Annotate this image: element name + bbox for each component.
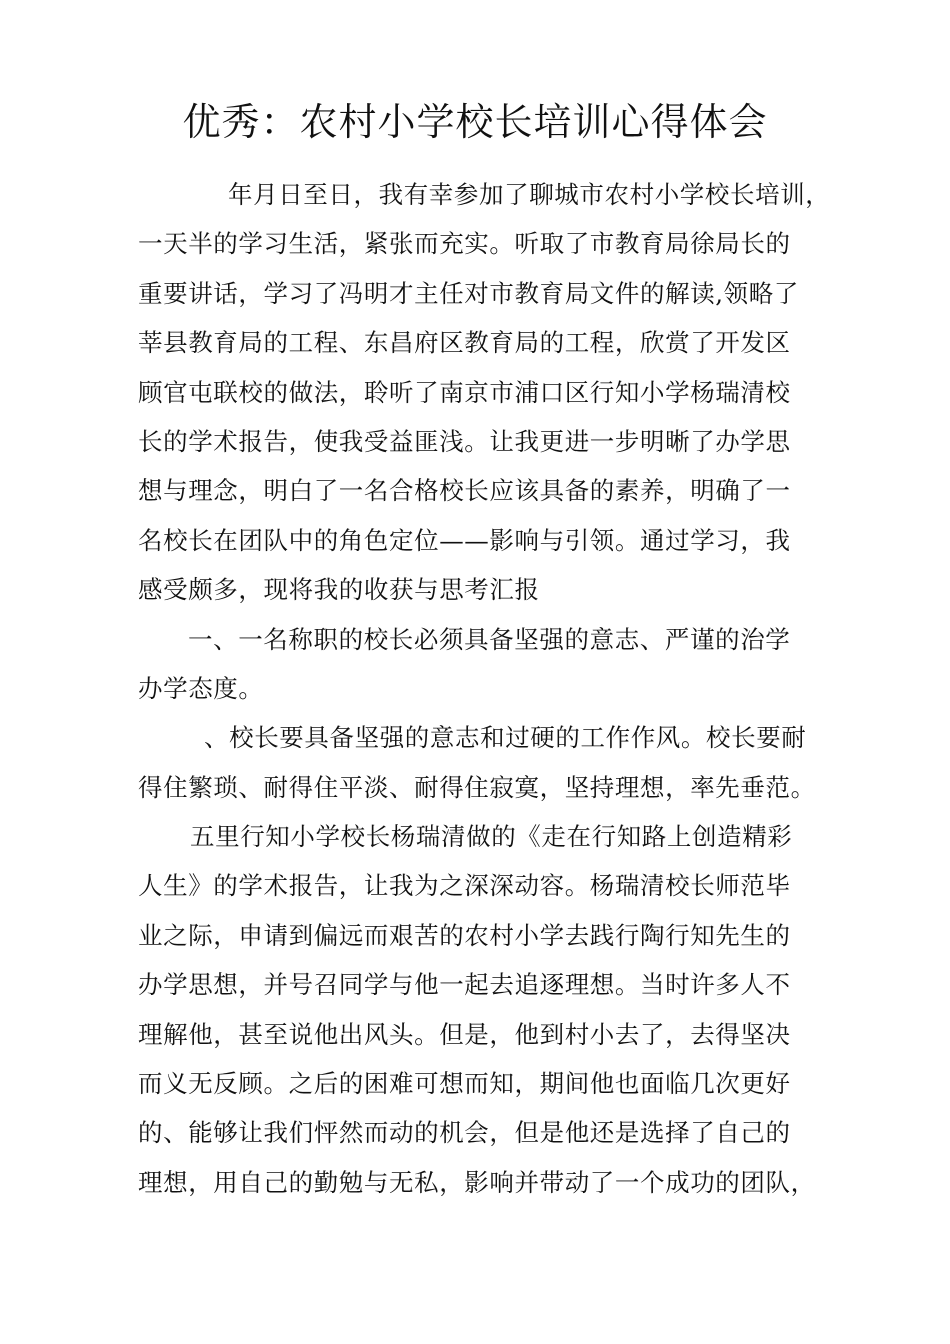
paragraph-point	[138, 713, 828, 812]
text-line: 五里行知小学校长杨瑞清做的《走在行知路上创造精彩	[190, 822, 793, 852]
text-line: 办学思想，并号召同学与他一起去追逐理想。当时许多人不	[138, 970, 791, 1000]
text-line: 业之际，申请到偏远而艰苦的农村小学去践行陶行知先生的	[138, 920, 791, 950]
text-line: 人生》的学术报告，让我为之深深动容。杨瑞清校长师范毕	[138, 871, 791, 901]
text-line: 、校长要具备坚强的意志和过硬的工作作风。校长要耐	[204, 723, 807, 753]
text-line: 得住繁琐、耐得住平淡、耐得住寂寞，坚持理想，率先垂范。	[138, 772, 816, 802]
document-title: 优秀：农村小学校长培训心得体会	[182, 100, 768, 144]
text-line: 办学态度。	[138, 673, 264, 703]
paragraph-story	[138, 812, 828, 1207]
text-line: 的、能够让我们怦然而动的机会，但是他还是选择了自己的	[138, 1118, 791, 1148]
text-line: 年月日至日，我有幸参加了聊城市农村小学校长培训，	[228, 180, 831, 209]
text-line: 而义无反顾。之后的困难可想而知，期间他也面临几次更好	[138, 1069, 791, 1099]
text-line: 理想，用自己的勤勉与无私，影响并带动了一个成功的团队，	[138, 1167, 816, 1197]
section-heading	[138, 615, 828, 714]
paragraph-intro	[138, 170, 831, 615]
text-line: 感受颇多，现将我的收获与思考汇报	[138, 575, 540, 605]
text-line: 重要讲话，学习了冯明才主任对市教育局文件的解读,领略了	[138, 278, 799, 308]
text-line: 理解他，甚至说他出风头。但是，他到村小去了，去得坚决	[138, 1019, 791, 1049]
text-line: 莘县教育局的工程、东昌府区教育局的工程，欣赏了开发区	[138, 328, 791, 358]
text-line: 长的学术报告，使我受益匪浅。让我更进一步明晰了办学思	[138, 426, 791, 456]
text-line: 想与理念，明白了一名合格校长应该具备的素养，明确了一	[138, 476, 791, 506]
text-line: 一天半的学习生活，紧张而充实。听取了市教育局徐局长的	[138, 229, 791, 259]
text-line: 一、一名称职的校长必须具备坚强的意志、严谨的治学	[188, 624, 791, 654]
document-body	[138, 170, 831, 1207]
text-line: 顾官屯联校的做法，聆听了南京市浦口区行知小学杨瑞清校	[138, 377, 791, 407]
text-line: 名校长在团队中的角色定位——影响与引领。通过学习，我	[138, 525, 791, 555]
